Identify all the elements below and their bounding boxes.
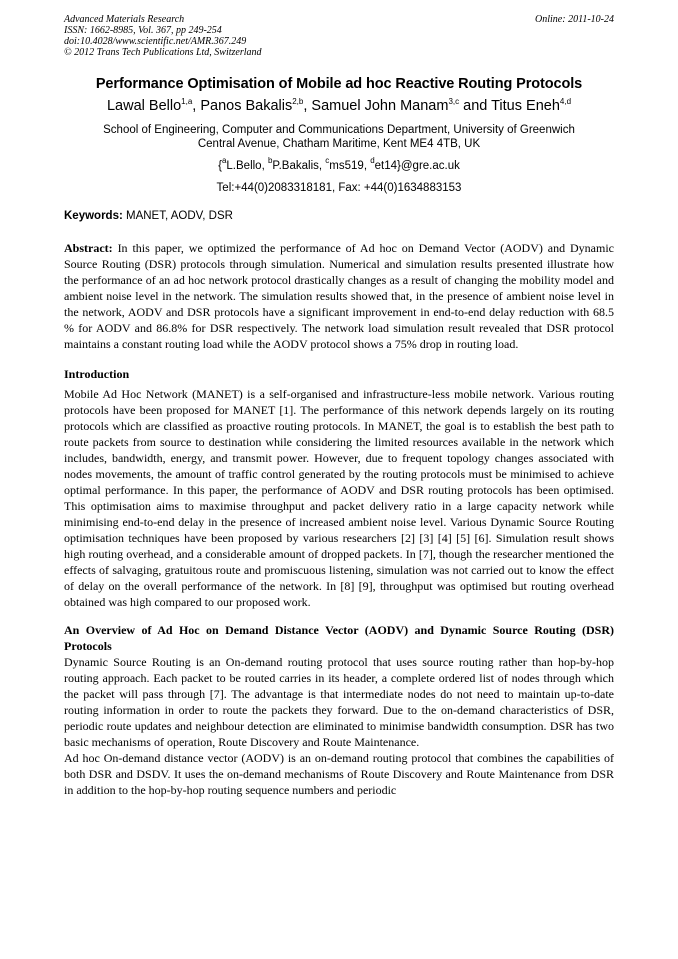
abstract-text: In this paper, we optimized the performance of Ad hoc on Demand Vector (AODV) and Dynamic Source Routing (DSR) protocols through simulation. Numerical and simulation results presented illustrate how the performance of an ad hoc network protocol drastically changes as a result of changing the mobility model and ambient noise level in the network. The simulation results showed that, in the presence of ambient noise level in the network, AODV and DSR protocols have a significant improvement in end-to-end delay reduction with 68.5 % for AODV and 86.8% for DSR respectively. The network load simulation result revealed that DSR protocol maintains a constant routing load while the AODV protocol shows a 75% drop in routing load.	[64, 241, 614, 351]
author-name: Panos Bakalis	[200, 98, 293, 114]
author-affiliation-mark: 4,d	[559, 97, 572, 106]
author-affiliation-mark: 3,c	[448, 97, 460, 106]
email-separator: ,	[261, 160, 268, 172]
email-mark: c	[325, 156, 330, 165]
author-name: Lawal Bello	[106, 98, 182, 114]
author-name: Samuel John Manam	[311, 98, 449, 114]
keywords-label: Keywords:	[64, 210, 123, 222]
email-brace: {	[218, 160, 222, 172]
abstract	[64, 240, 614, 352]
author-separator: ,	[303, 98, 312, 114]
keywords	[64, 209, 614, 223]
author-name: Titus Eneh	[491, 98, 560, 114]
email-mark: b	[267, 156, 273, 165]
contact-phone: Tel:+44(0)2083318181, Fax: +44(0)1634883153	[216, 182, 462, 194]
author-separator: and	[459, 98, 492, 114]
email-mark: d	[370, 156, 375, 165]
section-heading-introduction: Introduction	[64, 367, 130, 381]
email-user: et14	[374, 160, 398, 172]
section-heading-overview: An Overview of Ad Hoc on Demand Distance Vector (AODV) and Dynamic Source Routing (DSR) Protocols	[64, 623, 614, 653]
author-affiliation-mark: 2,b	[292, 97, 304, 106]
journal-issn: ISSN: 1662-8985, Vol. 367, pp 249-254	[64, 25, 222, 36]
affiliation	[64, 123, 614, 151]
affiliation-line: Central Avenue, Chatham Maritime, Kent ME4 4TB, UK	[197, 138, 481, 150]
affiliation-line: School of Engineering, Computer and Communications Department, University of Greenwich	[103, 124, 575, 136]
email-user: P.Bakalis	[272, 160, 319, 172]
email-mark: a	[221, 156, 227, 165]
paper-page	[64, 14, 614, 798]
author-separator: ,	[192, 98, 201, 114]
journal-doi: doi:10.4028/www.scientific.net/AMR.367.249	[64, 36, 247, 47]
email-separator: ,	[318, 160, 326, 172]
author-list	[64, 95, 614, 117]
online-date: Online: 2011-10-24	[535, 14, 614, 25]
keywords-text: MANET, AODV, DSR	[122, 210, 233, 222]
email-domain: }@gre.ac.uk	[397, 160, 460, 172]
paper-title: Performance Optimisation of Mobile ad hoc Reactive Routing Protocols	[95, 76, 583, 92]
email-user: ms519	[329, 160, 364, 172]
abstract-label: Abstract:	[64, 241, 113, 255]
introduction-paragraph: Mobile Ad Hoc Network (MANET) is a self-organised and infrastructure-less mobile network. Various routing protocols have been proposed for MANET [1]. The performance of this network depends largely on its routing protocols which are classified as proactive routing protocols. In MANET, the goal is to establish the best path to route packets from source to destination while considering the limited resources available in the network which includes, bandwidth, energy, and transmit power. However, due to frequent topology changes associated with nodes movements, the amount of traffic control generated by the routing protocols must be minimised to achieve optimal performance. In this paper, the performance of AODV and DSR routing protocols has been optimised. This optimisation aims to maximise throughput and packet delivery ratio in a large capacity network while minimising end-to-end delay in the presence of increased ambient noise level. Various Dynamic Source Routing optimisation techniques have been proposed by various researchers [2] [3] [4] [5] [6]. Simulation result shows high routing overhead, and a considerable amount of dropped packets. In [7], though the researcher mentioned the effects of salvaging, gratuitous route and promiscuous listening, simulation was not carried out to know the effect of delay on the overall performance of the network. In [8] [9], throughput was optimised but routing overhead obtained was high compared to our proposed work.	[64, 387, 614, 609]
email-separator: ,	[363, 160, 371, 172]
journal-name: Advanced Materials Research	[64, 14, 185, 25]
overview-paragraph-dsr: Dynamic Source Routing is an On-demand routing protocol that uses source routing rather than hop-by-hop routing approach. Each packet to be routed carries in its header, a complete ordered list of nodes through which the packet will pass through [7]. The advantage is that intermediate nodes do not need to maintain up-to-date routing information in order to route the packets they forward. Due to the on-demand characteristics of DSR, periodic route updates and neighbour detection are eliminated to minimise bandwidth consumption. DSR has two basic mechanisms of operation, Route Discovery and Route Maintenance.	[64, 655, 614, 749]
email-addresses	[64, 156, 614, 173]
journal-header	[64, 14, 614, 58]
journal-copyright: © 2012 Trans Tech Publications Ltd, Switzerland	[64, 47, 262, 58]
author-affiliation-mark: 1,a	[181, 97, 193, 106]
overview-paragraph-aodv: Ad hoc On-demand distance vector (AODV) is an on-demand routing protocol that combines the capabilities of both DSR and DSDV. It uses the on-demand mechanisms of Route Discovery and Route Maintenance from DSR in addition to the hop-by-hop routing sequence numbers and periodic	[64, 751, 614, 797]
email-user: L.Bello	[226, 160, 262, 172]
